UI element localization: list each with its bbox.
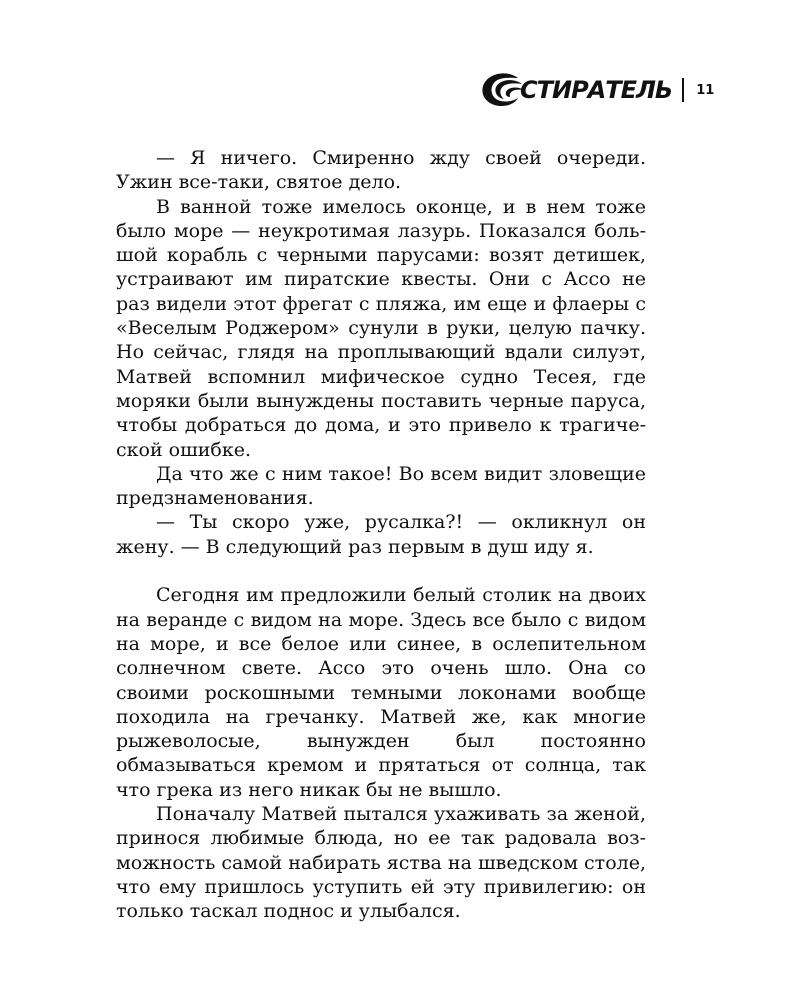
paragraph: В ванной тоже имелось оконце, и в нем тоже было море — неукротимая лазурь. Показался большой корабль с черными парусами: возят детишек, устраивают им пиратские квесты. Они с Ассо не раз видели этот фрегат с пляжа, им еще и флаеры с «Веселым Роджером» сунули в руки, целую пачку. Но сейчас, глядя на проплывающий вдали силуэт, Матвей вспомнил мифическое судно Тесея, где моряки были вынуждены поставить черные паруса, чтобы добраться до дома, и это привело к трагической ошибке.: [116, 195, 646, 461]
paragraph: — Я ничего. Смиренно жду своей очереди. Ужин все-таки, святое дело.: [116, 147, 646, 194]
header-divider: [682, 78, 684, 102]
section-break: [116, 559, 646, 583]
wave-logo-icon: [478, 70, 526, 110]
page-number: 11: [696, 82, 715, 98]
paragraph: — Ты скоро уже, русалка?! — окликнул он жену. — В следующий раз первым в душ иду я.: [116, 511, 646, 558]
paragraph: Да что же с ним такое! Во всем видит зловещие предзнаменования.: [116, 462, 646, 510]
series-logo-title: СТИРАТЕЛЬ: [520, 76, 673, 104]
paragraph: Поначалу Матвей пытался ухаживать за женой, принося любимые блюда, но ее так радовала возможность самой набирать яства на шведском столе, что ему пришлось уступить ей эту привилегию: он только таскал поднос и улыбался.: [116, 803, 646, 923]
paragraph: Сегодня им предложили белый столик на двоих на веранде с видом на море. Здесь все было с видом на море, и все белое или синее, в ослепительном солнечном свете. Ассо это очень шло. Она со своими роскошными темными локонами вообще походила на гречанку. Матвей же, как многие рыжеволосые, вынужден был постоянно обмазываться кремом и прятаться от солнца, так что грека из него никак бы не вышло.: [116, 584, 646, 801]
page-body: [116, 146, 646, 924]
running-header: [478, 68, 738, 112]
